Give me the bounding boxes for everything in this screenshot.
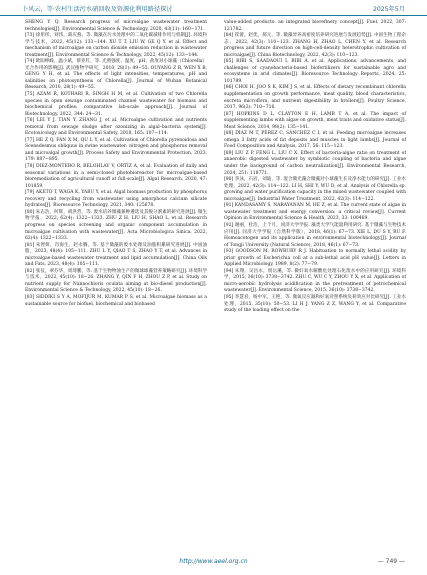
journal-url: http://www.aeel.org.cn bbox=[179, 558, 248, 565]
reference-entry: [88] DÍAZ M T, PÉREZ C, SÁNCHEZ C I, et al. Feeding microalgae increases omega 3 fatty acids of fat deposits and muscles in light lambs[J]. Journal of Food Composition and Analysis, 2017, 56: 115−123. bbox=[224, 131, 406, 150]
reference-entry: SHENG Y Q. Research progress of microalgae wastewater treatment technologies[J]. Environmental Science & Technology, 2020, 43(11): 160−171. bbox=[25, 20, 207, 32]
reference-entry: [91] KANDASAMY S, NARAYANAN M, HE Z, et al. The current state of algae in wastewater treatment and energy conversion: a critical review[J]. Current Opinion in Environmental Science & Health, 2023, 33: 100469. bbox=[224, 203, 406, 222]
reference-entry: [86] CHOI H, JOO S K, KIM J S, et al. Effects of dietary recombinant chlorella supplementation on growth performance, meat quality, blood characteristics, excreta microflora, and nutrient digestibility in broilers[J]. Poultry Science, 2017, 96(3): 710−716. bbox=[224, 85, 406, 111]
reference-entry: value-added products: an integrated biorefinery concept[J]. Fuel, 2022, 307: 121782. bbox=[224, 20, 406, 32]
reference-entry: [92] 谢丽，杜浩，上个月，同济大学学报. 藻类大学气能量利用研究. 基于微藻与生物技术应用[J]. 同济大学学报（自然科学版），2018, 46(1): 67−73. XIE L, DU S Y, RU F. Homoacetogen and its application in environmental biotechnology[J]. Journal of Tongji University (Natural Science), 2018, 46(1): 67−73. bbox=[224, 222, 406, 248]
reference-entry: [78] DIEZ-MONTERO R, BELOHLAV V, ORTIZ A, et al. Evaluation of daily and seasonal variations in a semi-closed photobioreactor for microalgae-based bioremediation of agricultural runoff at full-scale[J]. Algal Research, 2020, 47: 101859. bbox=[25, 164, 207, 189]
reference-entry: [83] SIDDIKI S Y A, MOFIJUR M, KUMAR P S, et al. Microalgae biomass as a sustainable source for biofuel, biochemical and biobased bbox=[25, 294, 207, 307]
reference-entry: [76] LEI Y J, TIAN Y, ZHANG J, et al. Microalgae cultivation and nutrients removal from sewage sludge after ozonizing in algal–bacteria system[J]. Ecotoxicology and Environmental Safety, 2018, 165: 107−114. bbox=[25, 118, 207, 137]
reference-entry: [90] 李泳，石岩，刘迪，等. 混合微光藻合微藻对小球藻生长及净水能力的研究[J]. 工业水处理，2022, 42(3): 114−122. LI H, SHI Y, WU D, et al. Analysis of Chlorella sp. growing and water purification capacity in the mixed wastewater coupled with microalgae[J]. Industrial Water Treatment, 2022, 42(3): 114−122. bbox=[224, 177, 406, 202]
header-date: 2025年5月 bbox=[372, 6, 405, 13]
reference-entry: [87] HOPKINS D L, CLAYTON E H, LAMB T A, et al. The impact of supplementing lambs with algae on growth, meat traits and oxidative status[J]. Meat Science, 2014, 98(2): 135−141. bbox=[224, 111, 406, 130]
left-column bbox=[25, 20, 207, 308]
reference-entry: [94] 朱翔，吴昌永，周岳溪，等. 微好氧水解酸化处理石化废水中的应用研究[J]. 环境科学，2015, 36(10): 3738−3742. ZHU C, WU C Y, ZHOU Y X, et al. Application of micro-aerobic hydrolysis acidification in the pretreatment of petrochemical wastewater[J]. Environmental Science, 2015, 36(10): 3738−3742. bbox=[224, 268, 406, 294]
reference-entry: [93] GOODSON M, ROWBURY R J. Habituation to normally lethal acidity by prior growth of Escherichia coli at a sub-lethal acid pH value[J]. Letters in Applied Microbiology, 1989, 8(2): 77−79. bbox=[224, 249, 406, 268]
right-column bbox=[224, 20, 406, 315]
reference-entry: [77] HE Z Q, FAN X M, QU L Y, et al. Cultivation of Chlorella pyrenoidosa and Scenedesmus obliquus in swine wastewater: nitrogen and phosphorus removal and microalgal growth[J]. Process Safety and Environmental Protection, 2023, 179: 887−895. bbox=[25, 137, 207, 163]
page-number: — 749 — bbox=[377, 558, 405, 565]
reference-entry: [79] AKETO T, WAGA K, YABU Y, et al. Algal biomass production by phosphorus recovery and recycling from wastewater using amorphous calcium silicate hydrates[J]. Bioresource Technology, 2021, 340: 125678. bbox=[25, 190, 207, 209]
reference-entry: [80] 朱志浩，何辉，胡洪营，等. 废水培养微藻兼种遴选及其脱分割素的研究进展[J]. 微生物学报，2022, 62(4): 1322−1333. ZHU Z H, LIU H, SHAO L, et al. Research progress on species screening and organic component accumulation in microalgae cultivation with wastewater[J]. Acta Microbiologica Sinica, 2022, 62(4): 1322−1333. bbox=[25, 209, 207, 242]
running-header bbox=[0, 0, 427, 16]
reference-entry: [81] 朱智妍，肖海生，赵永腾，等. 基于微藻的废水处理及油脂积累研究进展[J]. 中国油脂，2023, 48(4): 105−111. ZHU L Y, QIAO T S, ZHAO Y T, et al. Advances in microalgae-based wastewater treatment and lipid accumulation[J]. China Oils and Fats, 2023, 48(4): 105−111. bbox=[25, 242, 207, 268]
reference-entry: [85] BIBI S, SAADAOUI I, BIBI A, et al. Applications, advancements, and challenges of cyanobacteria-based biofertilizers for sustainable agro and ecosystems in arid climates[J]. Bioresource Technology Reports, 2024, 25: 101789. bbox=[224, 59, 406, 84]
reference-entry: [84] 崔蕾，赵优，郝元，等. 微藻异养高密度培养研究进展与发展趋势[J]. 中国生物工程杂志，2022, 42(3): 110−123. ZHANG H, ZHAO L, CHEN Y, et al. Research progress and future direction on high-cell-density heterotrophic cultivation of microalgae[J]. China Biotechnology, 2022, 42(3): 110−123. bbox=[224, 33, 406, 58]
reference-entry: [75] AZAM R, KOTHARI R, SINGH H M, et al. Cultivation of two Chlorella species in open sewage contaminated channel wastewater for biomass and biochemical profiles: comparative lab-scale approach[J]. Journal of Biotechnology, 2022, 344: 24−31. bbox=[25, 92, 207, 117]
reference-entry: [95] 李慧君，杨中军，王艳，等. 微氧反应器和好氧对照系统负荷效应对比研究[J]. 工业水处理，2015, 35(10): 50−53. LI H J, YANG Z Z, WANG Y, et al. Comparative study of the loading effect on the bbox=[224, 294, 406, 314]
reference-entry: [89] LIU Z P, FENG L, LIU C X. Effect of bacteria-algae ratio on treatment of anaerobic digested wastewater by symbiotic coupling of bacteria and algae under the background of carbon neutralization[J]. Environmental Research, 2024, 251: 118771. bbox=[224, 150, 406, 176]
reference-entry: [73] 徐彤彤，刘伟，葛庆燕，等. 微藻在污水处理中的二氧化碳减排作用与机制[J]. 环境科学与技术，2022, 45(12): 133−144. XU T T, LIU W, GE Q Y, et al. Effect and mechanism of microalgae on carbon dioxide emission reduction in wastewater treatment[J]. Environmental Science & Technology, 2022, 45(12): 133−144. bbox=[25, 33, 207, 58]
reference-entry: [82] 张仪，翠芬华，周琦鹏，等. 基于生物物油生产的微球球藻营养策略研究[J]. 环境科学与技术，2022, 45(10): 18−26. ZHANG Y, QIN F H, ZHOU Z P, et al. Study on nutrient supply for Nannochloris oculata aiming at bio-diesel production[J]. Environmental Science & Technology, 2022, 45(10): 18−26. bbox=[25, 268, 207, 294]
header-title: 卜风云，等·农村生活污水硝回收及资源化利用路径探讨 bbox=[22, 6, 173, 13]
reference-entry: [74] 欧阳峥嵘，温小斌，蔡亚红，等. 光照强度、温度、pH、盐度对小球藻（Chlorella）光合作用的影响[J]. 武汉植物学研究，2010, 28(1): 49−55. OUYANG Z R, WEN X B, GENG Y H, et al. The effects of light intensities, temperatures, pH and salinities on photosynthesis of Chlorella[J]. Journal of Wuhan Botanical Research, 2010, 28(1): 49−55. bbox=[25, 59, 207, 91]
page-footer bbox=[0, 556, 427, 568]
